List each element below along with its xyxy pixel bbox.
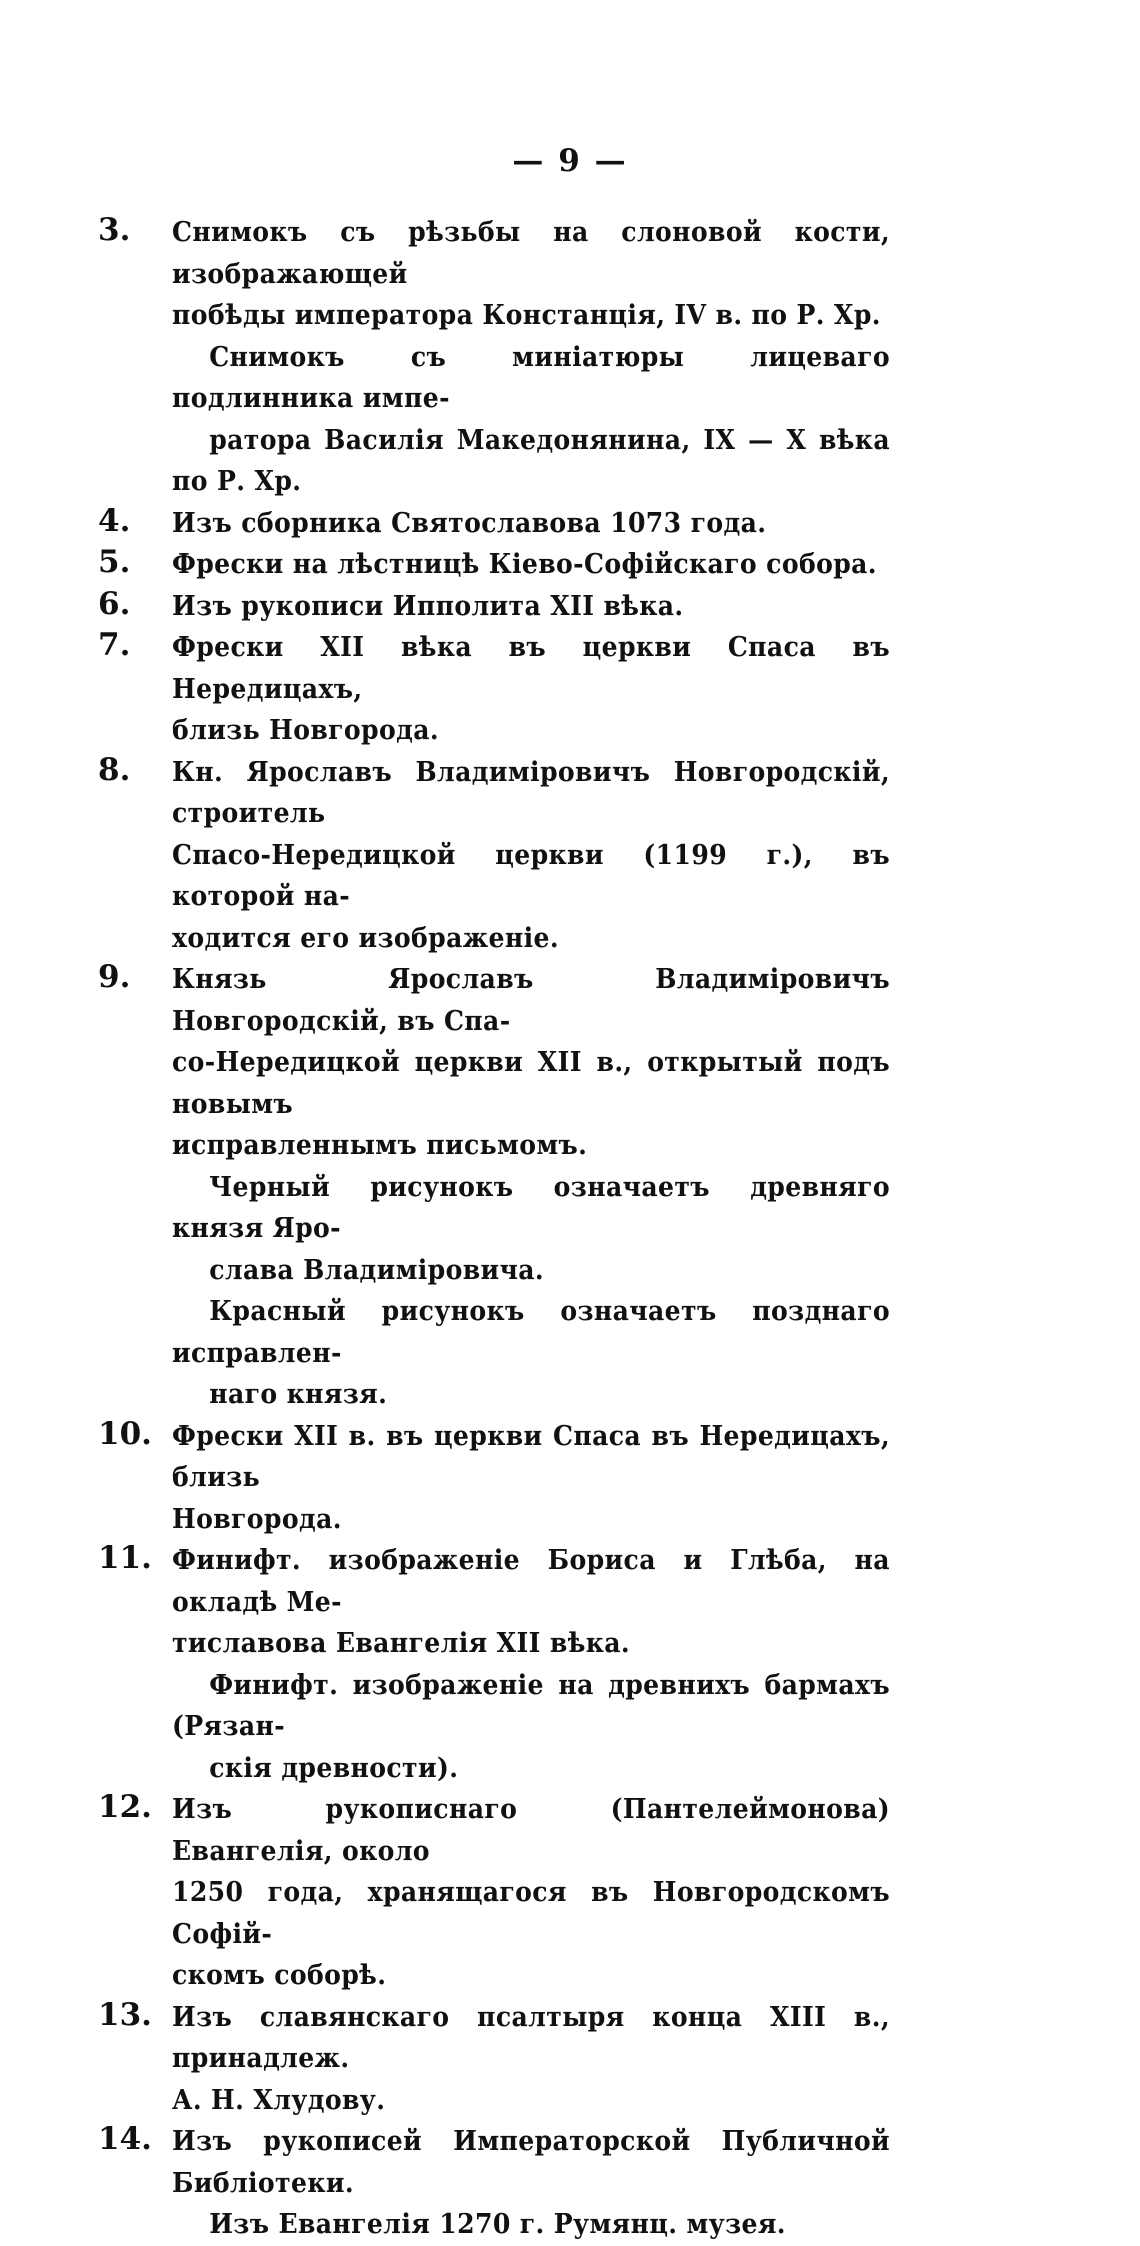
text-line: Изъ рукописнаго (Пантелеймонова) Евангелія, около	[172, 1794, 890, 1867]
item-number: 14.	[98, 2121, 152, 2157]
item-subdescription	[172, 1167, 890, 1292]
item-number: 3.	[98, 212, 131, 248]
item-description	[172, 212, 890, 337]
text-line: Изъ рукописи Ипполита XII вѣка.	[172, 590, 684, 622]
item-description	[172, 544, 890, 586]
text-line: А. Н. Хлудову.	[172, 2084, 386, 2116]
text-line: наго князя.	[209, 1379, 388, 1410]
text-line: Изъ славянскаго псалтыря конца XIII в., принадлеж.	[172, 2001, 890, 2074]
text-line: Фрески на лѣстницѣ Кіево-Софійскаго собора.	[172, 549, 877, 580]
text-line: Снимокъ съ рѣзьбы на слоновой кости, изображающей	[172, 217, 890, 290]
page-number: — 9 —	[512, 143, 628, 179]
text-line: Финифт. изображеніе на древнихъ бармахъ (Рязан-	[172, 1669, 890, 1742]
text-line: близь Новгорода.	[172, 715, 439, 746]
text-line: Кн. Ярославъ Владиміровичъ Новгородскій, строитель	[172, 756, 890, 829]
list-item	[98, 1416, 892, 1541]
item-description	[172, 503, 890, 545]
list-item	[98, 586, 892, 628]
text-line: Черный рисунокъ означаетъ древняго князя Яро-	[172, 1171, 890, 1244]
text-line: исправленнымъ письмомъ.	[172, 1130, 588, 1161]
text-line: ратора Василія Македонянина, IX — X вѣка по Р. Хр.	[172, 424, 890, 497]
item-number: 10.	[98, 1415, 152, 1452]
item-description	[172, 2121, 890, 2204]
list-item	[98, 2121, 892, 2246]
item-description	[172, 1416, 890, 1541]
item-number: 4.	[98, 502, 131, 539]
text-line: 1250 года, хранящагося въ Новгородскомъ Софій-	[172, 1877, 890, 1950]
text-line: слава Владиміровича.	[209, 1254, 545, 1286]
item-number: 8.	[98, 751, 131, 788]
text-line: скомъ соборѣ.	[172, 1960, 387, 1991]
item-subdescription	[172, 1665, 890, 1790]
item-number: 9.	[98, 959, 131, 995]
item-subdescription	[172, 337, 890, 503]
item-subdescription	[172, 1291, 890, 1416]
list-item	[98, 752, 892, 960]
text-line: Фрески XII в. въ церкви Спаса въ Нередицахъ, близь	[172, 1420, 890, 1493]
item-number: 6.	[98, 585, 131, 622]
list-item	[98, 503, 892, 545]
list-item	[98, 544, 892, 586]
item-description	[172, 1540, 890, 1665]
item-description	[172, 959, 890, 1167]
text-line: Новгорода.	[172, 1503, 342, 1535]
item-description	[172, 1997, 890, 2122]
list-item	[98, 1540, 892, 1789]
list-item	[98, 627, 892, 752]
text-line: Финифт. изображеніе Бориса и Глѣба, на окладѣ Ме-	[172, 1545, 890, 1618]
text-line: Князь Ярославъ Владиміровичъ Новгородскій, въ Спа-	[172, 964, 890, 1037]
text-line: Снимокъ съ миніатюры лицеваго подлинника импе-	[172, 341, 890, 414]
text-line: тиславова Евангелія XII вѣка.	[172, 1628, 630, 1659]
list-item	[98, 1789, 892, 1997]
list-item	[98, 212, 892, 503]
text-line: Изъ сборника Святославова 1073 года.	[172, 507, 767, 539]
text-line: Изъ рукописей Императорской Публичной Библіотеки.	[172, 2126, 890, 2199]
text-line: побѣды императора Констанція, IV в. по Р. Хр.	[172, 300, 881, 331]
item-number: 13.	[98, 1996, 152, 2033]
text-line: Изъ Евангелія 1270 г. Румянц. музея.	[209, 2209, 786, 2240]
text-line: Спасо-Нередицкой церкви (1199 г.), въ которой на-	[172, 839, 890, 912]
item-number: 5.	[98, 544, 131, 580]
item-description	[172, 586, 890, 628]
item-number: 11.	[98, 1540, 152, 1576]
item-description	[172, 627, 890, 752]
item-number: 12.	[98, 1789, 152, 1825]
item-number: 7.	[98, 627, 131, 663]
illustration-list	[98, 212, 892, 2246]
list-item	[98, 959, 892, 1416]
text-line: Фрески XII вѣка въ церкви Спаса въ Нередицахъ,	[172, 632, 890, 705]
item-description	[172, 752, 890, 960]
list-item	[98, 1997, 892, 2122]
item-description	[172, 1789, 890, 1997]
text-line: ходится его изображеніе.	[172, 922, 559, 954]
text-line: Красный рисунокъ означаетъ позднаго исправлен-	[172, 1296, 890, 1369]
text-line: скія древности).	[209, 1752, 459, 1784]
text-line: со-Нередицкой церкви XII в., открытый подъ новымъ	[172, 1047, 890, 1120]
item-subdescription	[172, 2204, 890, 2246]
